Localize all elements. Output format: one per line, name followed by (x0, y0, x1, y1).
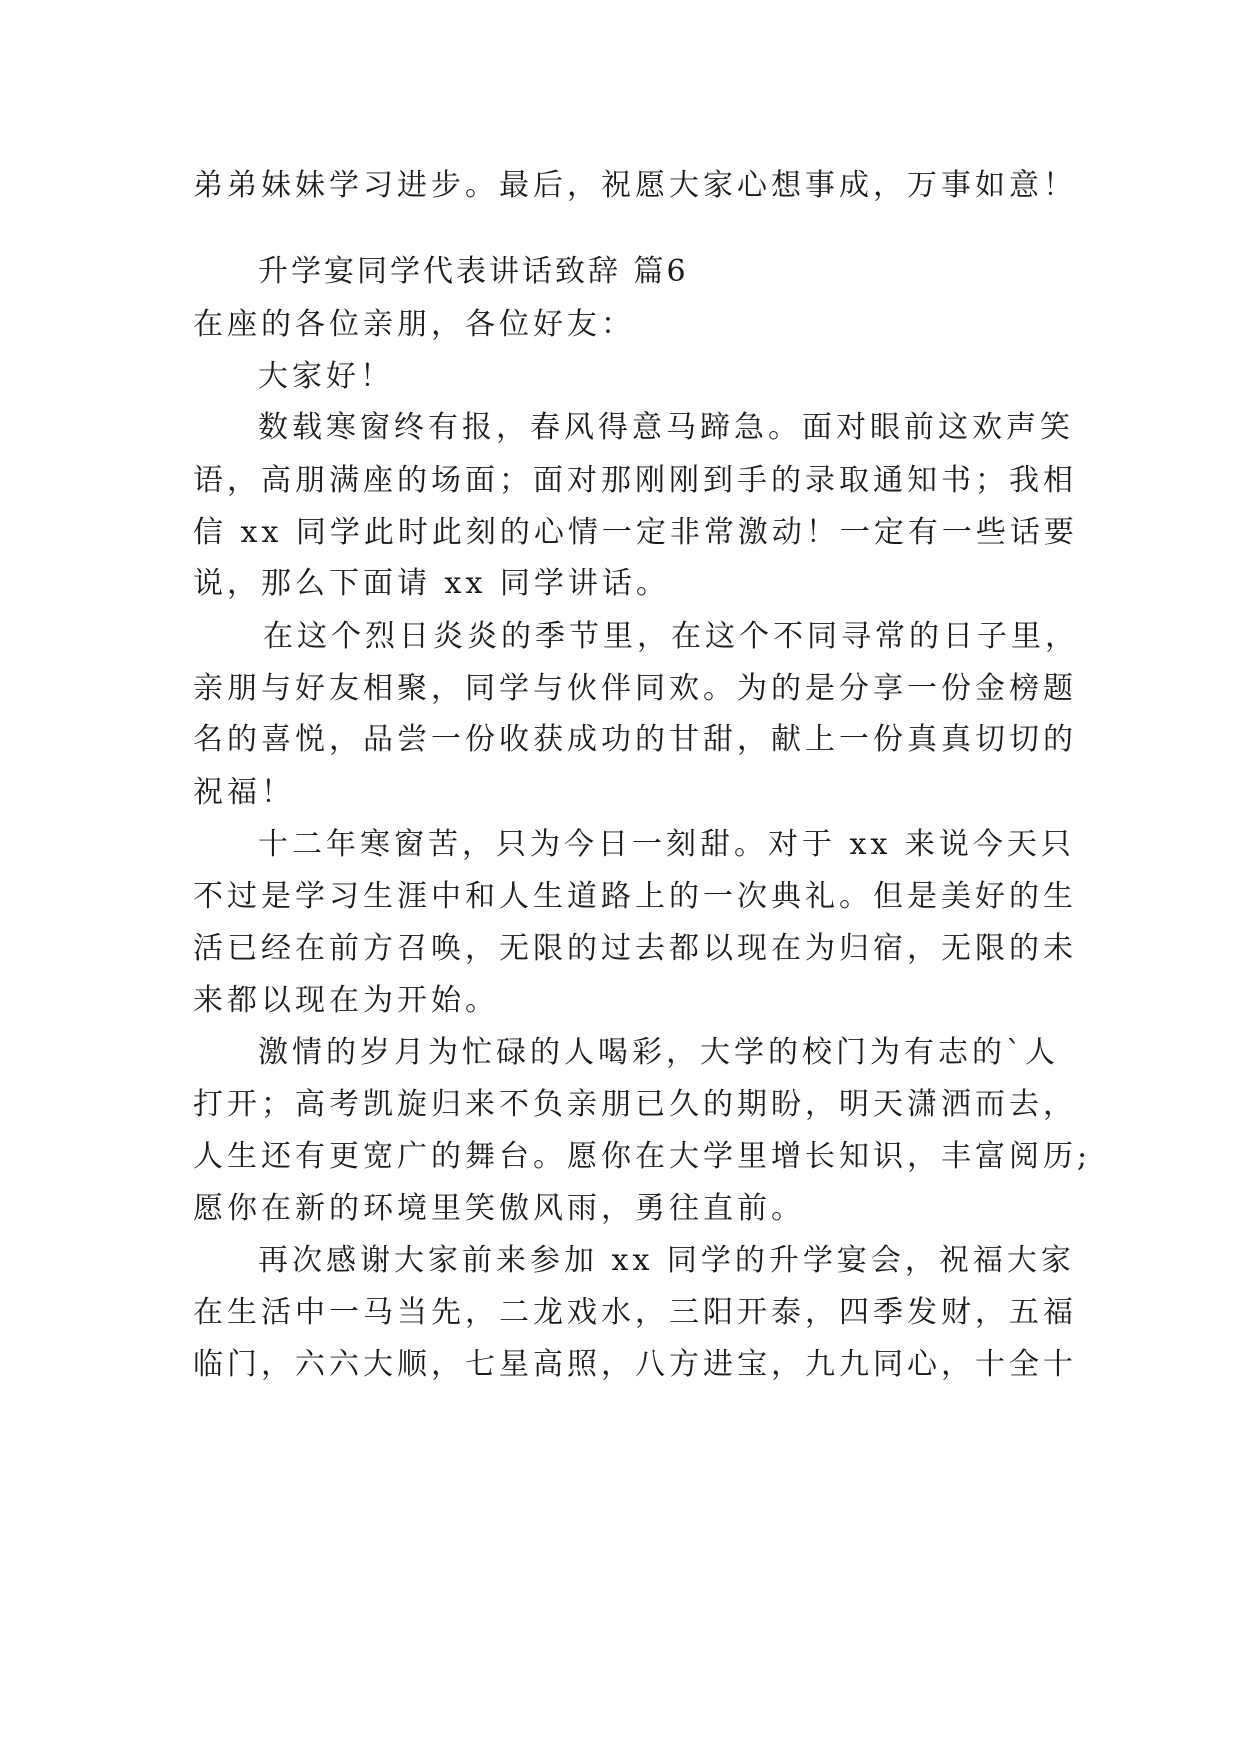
text-line: 活已经在前方召唤，无限的过去都以现在为归宿，无限的未 (193, 931, 1077, 966)
text-line: 亲朋与好友相聚，同学与伙伴同欢。为的是分享一份金榜题 (193, 671, 1077, 706)
text-line: 十二年寒窗苦，只为今日一刻甜。对于 xx 来说今天只 (258, 827, 1075, 862)
text-line: 在这个烈日炎炎的季节里，在这个不同寻常的日子里， (263, 619, 1079, 654)
text-line: 弟弟妹妹学习进步。最后，祝愿大家心想事成，万事如意！ (193, 168, 1077, 203)
section-heading: 升学宴同学代表讲话致辞 篇6 (258, 254, 689, 289)
text-line: 人生还有更宽广的舞台。愿你在大学里增长知识，丰富阅历; (193, 1139, 1092, 1174)
greeting: 大家好！ (258, 359, 394, 394)
text-line: 数载寒窗终有报，春风得意马蹄急。面对眼前这欢声笑 (258, 410, 1074, 445)
text-line: 祝福！ (193, 775, 295, 810)
text-line: 在生活中一马当先，二龙戏水，三阳开泰，四季发财，五福 (193, 1295, 1077, 1330)
text-line: 名的喜悦，品尝一份收获成功的甘甜，献上一份真真切切的 (193, 722, 1077, 757)
salutation: 在座的各位亲朋，各位好友： (193, 307, 635, 342)
text-line: 不过是学习生涯中和人生道路上的一次典礼。但是美好的生 (193, 879, 1077, 914)
text-line: 说，那么下面请 xx 同学讲话。 (193, 566, 670, 601)
text-line: 愿你在新的环境里笑傲风雨，勇往直前。 (193, 1191, 805, 1226)
text-line: 激情的岁月为忙碌的人喝彩，大学的校门为有志的`人 (258, 1035, 1059, 1070)
text-line: 再次感谢大家前来参加 xx 同学的升学宴会，祝福大家 (258, 1243, 1075, 1278)
text-line: 打开；高考凯旋归来不负亲朋已久的期盼，明天潇洒而去， (193, 1087, 1077, 1122)
text-line: 临门，六六大顺，七星高照，八方进宝，九九同心，十全十 (193, 1347, 1077, 1382)
text-line: 来都以现在为开始。 (193, 983, 499, 1018)
text-line: 信 xx 同学此时此刻的心情一定非常激动！一定有一些话要 (193, 515, 1078, 550)
text-line: 语，高朋满座的场面；面对那刚刚到手的录取通知书；我相 (193, 463, 1077, 498)
